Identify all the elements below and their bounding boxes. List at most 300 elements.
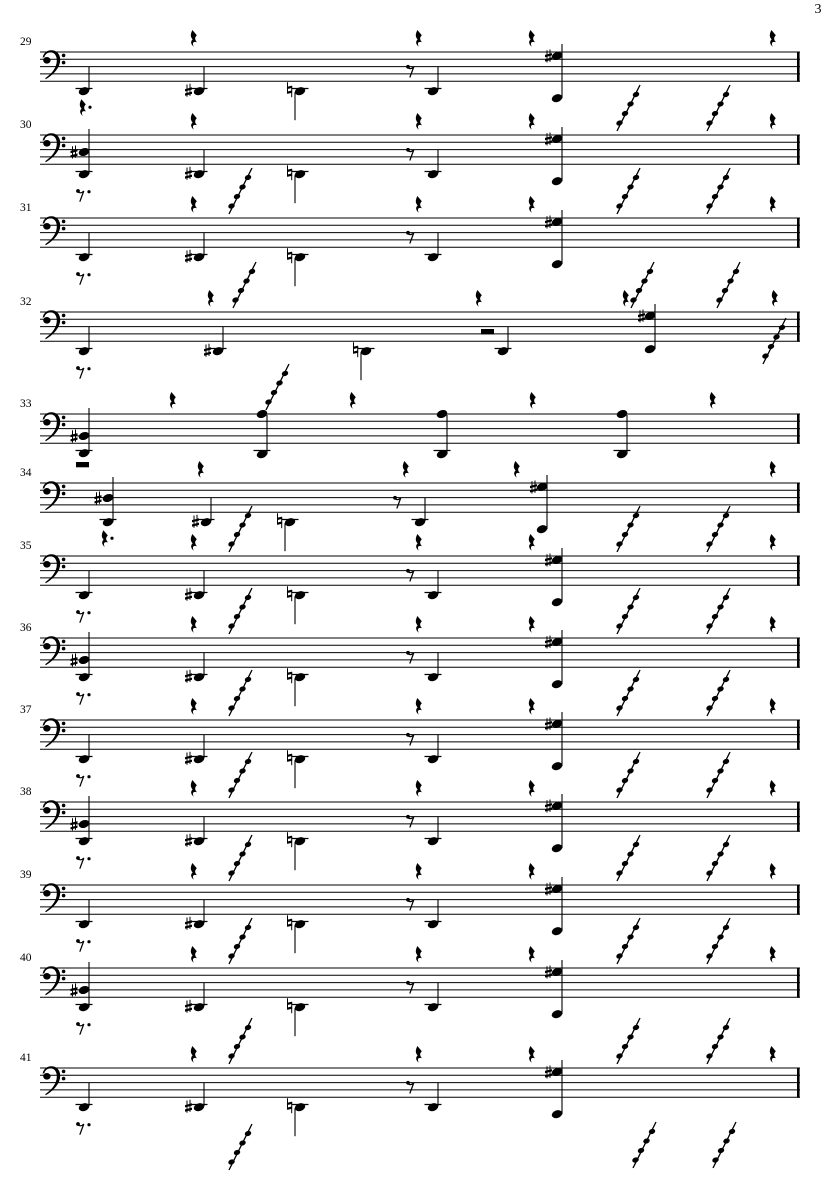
measure-number: 31 xyxy=(20,202,32,214)
quarter-rest xyxy=(529,196,535,213)
augmentation-dot xyxy=(87,611,90,614)
notehead xyxy=(732,268,740,275)
sharp-icon xyxy=(185,837,192,841)
quarter-rest xyxy=(191,30,197,47)
quarter-rest xyxy=(170,392,176,409)
sharp-icon xyxy=(185,170,192,174)
sharp-icon xyxy=(545,557,552,561)
sharp-icon xyxy=(545,803,552,807)
final-barline xyxy=(797,556,800,586)
quarter-rest xyxy=(529,946,535,963)
sharp-icon xyxy=(185,591,192,595)
notehead xyxy=(248,268,256,275)
notehead xyxy=(632,758,640,765)
bass-clef-icon xyxy=(43,140,50,147)
bass-clef-icon xyxy=(62,54,66,58)
quarter-rest xyxy=(529,30,535,47)
bass-clef-icon xyxy=(43,643,50,650)
quarter-rest xyxy=(529,1046,535,1063)
sharp-icon xyxy=(71,657,78,661)
quarter-rest xyxy=(191,863,197,880)
quarter-rest xyxy=(772,290,778,307)
notehead xyxy=(717,184,725,191)
quarter-rest xyxy=(416,863,422,880)
bass-clef-icon xyxy=(43,725,50,732)
quarter-rest xyxy=(770,780,776,797)
quarter-rest xyxy=(529,780,535,797)
final-barline xyxy=(797,135,800,165)
bass-clef-icon xyxy=(43,554,61,583)
notehead xyxy=(711,613,719,620)
sharp-icon xyxy=(71,661,78,665)
sharp-icon xyxy=(185,253,192,257)
notehead xyxy=(627,686,635,693)
quarter-rest xyxy=(770,30,776,47)
quarter-rest xyxy=(770,534,776,551)
notehead xyxy=(711,943,719,950)
quarter-rest xyxy=(80,99,86,116)
notehead xyxy=(632,924,640,931)
notehead xyxy=(722,512,730,519)
quarter-rest xyxy=(770,1046,776,1063)
notehead xyxy=(727,278,735,285)
sharp-icon xyxy=(185,842,192,846)
notehead xyxy=(621,943,629,950)
staff-system-37 xyxy=(20,670,800,788)
notehead xyxy=(233,860,241,867)
sharp-icon xyxy=(545,219,552,223)
staff-lines xyxy=(40,638,800,667)
sharp-icon xyxy=(185,1008,192,1012)
bass-clef-icon xyxy=(62,887,66,891)
staff-system-39 xyxy=(20,835,800,953)
notehead xyxy=(711,860,719,867)
notehead xyxy=(239,934,247,941)
quarter-rest xyxy=(770,946,776,963)
sharp-icon xyxy=(545,140,552,144)
sharp-icon xyxy=(638,313,645,317)
sharp-icon xyxy=(545,886,552,890)
notehead xyxy=(717,522,725,529)
sharp-icon xyxy=(71,821,78,825)
notehead xyxy=(244,1130,252,1137)
notehead xyxy=(717,686,725,693)
final-barline xyxy=(797,720,800,750)
notehead xyxy=(711,531,719,538)
notehead xyxy=(722,91,730,98)
notehead xyxy=(717,768,725,775)
quarter-rest xyxy=(416,946,422,963)
quarter-rest xyxy=(208,290,214,307)
notehead xyxy=(632,91,640,98)
bass-clef-icon xyxy=(43,973,50,980)
quarter-rest xyxy=(529,863,535,880)
staff-system-41 xyxy=(20,1018,800,1170)
quarter-rest xyxy=(191,1046,197,1063)
quarter-rest xyxy=(403,461,409,478)
quarter-rest xyxy=(191,196,197,213)
measure-number: 34 xyxy=(20,467,32,479)
measure-number: 40 xyxy=(20,952,32,964)
quarter-rest xyxy=(191,113,197,130)
augmentation-dot xyxy=(87,1123,90,1126)
notehead xyxy=(244,512,252,519)
quarter-rest xyxy=(416,616,422,633)
sharp-icon xyxy=(185,1003,192,1007)
notehead xyxy=(621,777,629,784)
bass-clef-icon xyxy=(43,800,61,829)
final-barline xyxy=(797,638,800,668)
notehead xyxy=(239,604,247,611)
bass-clef-icon xyxy=(62,423,66,427)
bass-clef-icon xyxy=(62,144,66,148)
notehead xyxy=(233,695,241,702)
bass-clef-icon xyxy=(43,216,61,245)
bass-clef-icon xyxy=(62,647,66,651)
notehead xyxy=(621,1043,629,1050)
notehead xyxy=(621,531,629,538)
sharp-icon xyxy=(185,92,192,96)
augmentation-dot xyxy=(87,775,90,778)
sharp-icon xyxy=(95,495,102,499)
staff-lines xyxy=(40,885,800,914)
notehead xyxy=(722,594,730,601)
notehead xyxy=(244,758,252,765)
notehead xyxy=(270,389,278,396)
augmentation-dot xyxy=(87,940,90,943)
sharp-icon xyxy=(545,721,552,725)
notehead xyxy=(643,1138,651,1145)
bass-clef-icon xyxy=(43,310,61,339)
notehead xyxy=(244,594,252,601)
sharp-icon xyxy=(545,969,552,973)
sharp-icon xyxy=(545,643,552,647)
bass-clef-icon xyxy=(62,977,66,981)
sharp-icon xyxy=(204,352,211,356)
notehead xyxy=(237,287,245,294)
notehead xyxy=(627,522,635,529)
notehead xyxy=(244,924,252,931)
sharp-icon xyxy=(185,87,192,91)
notehead xyxy=(244,174,252,181)
quarter-rest xyxy=(191,698,197,715)
quarter-rest xyxy=(514,461,520,478)
bass-clef-icon xyxy=(43,561,50,568)
bass-clef-icon xyxy=(62,61,66,65)
bass-clef-icon xyxy=(62,970,66,974)
measure-number: 35 xyxy=(20,540,32,552)
measure-number: 36 xyxy=(20,622,32,634)
sharp-icon xyxy=(545,136,552,140)
quarter-rest xyxy=(198,461,204,478)
sharp-icon xyxy=(71,991,78,995)
sharp-icon xyxy=(185,760,192,764)
notehead xyxy=(621,860,629,867)
bass-clef-icon xyxy=(62,804,66,808)
measure-number: 32 xyxy=(20,296,32,308)
notehead xyxy=(233,613,241,620)
bass-clef-icon xyxy=(43,807,50,814)
bass-clef-icon xyxy=(43,1073,50,1080)
notehead xyxy=(627,604,635,611)
sharp-icon xyxy=(71,825,78,829)
staff-lines xyxy=(40,483,800,512)
notehead xyxy=(233,1043,241,1050)
notehead xyxy=(233,1149,241,1156)
notehead xyxy=(721,287,729,294)
notehead xyxy=(711,777,719,784)
notehead xyxy=(627,768,635,775)
augmentation-dot xyxy=(87,857,90,860)
notehead xyxy=(632,1024,640,1031)
staff-system-40 xyxy=(20,918,800,1036)
notehead xyxy=(632,174,640,181)
bass-clef-icon xyxy=(43,223,50,230)
staff-system-31 xyxy=(20,168,800,286)
notehead xyxy=(773,334,781,341)
notehead xyxy=(621,613,629,620)
notehead xyxy=(717,934,725,941)
bass-clef-icon xyxy=(43,966,61,995)
half-rest xyxy=(76,462,89,467)
final-barline xyxy=(797,802,800,832)
bass-clef-icon xyxy=(43,317,50,324)
measure-number: 41 xyxy=(20,1052,32,1064)
quarter-rest xyxy=(529,698,535,715)
notehead xyxy=(233,943,241,950)
notehead xyxy=(717,101,725,108)
bass-clef-icon xyxy=(62,416,66,420)
staff-system-36 xyxy=(20,588,800,706)
notehead xyxy=(637,1147,645,1154)
measure-number: 37 xyxy=(20,704,32,716)
sharp-icon xyxy=(185,920,192,924)
notehead xyxy=(627,934,635,941)
sharp-icon xyxy=(545,639,552,643)
quarter-rest xyxy=(416,780,422,797)
quarter-rest xyxy=(102,530,108,547)
sharp-icon xyxy=(192,518,199,522)
final-barline xyxy=(797,52,800,82)
staff-lines xyxy=(40,1068,800,1097)
augmentation-dot xyxy=(88,106,91,109)
sharp-icon xyxy=(185,678,192,682)
notehead xyxy=(722,676,730,683)
quarter-rest xyxy=(529,616,535,633)
bass-clef-icon xyxy=(62,227,66,231)
bass-clef-icon xyxy=(62,220,66,224)
notehead xyxy=(717,604,725,611)
notehead xyxy=(239,184,247,191)
sharp-icon xyxy=(185,755,192,759)
sharp-icon xyxy=(545,223,552,227)
quarter-rest xyxy=(770,863,776,880)
final-barline xyxy=(797,968,800,998)
bass-clef-icon xyxy=(43,133,61,162)
staff-lines xyxy=(40,414,800,443)
bass-clef-icon xyxy=(43,57,50,64)
notehead xyxy=(711,1043,719,1050)
sharp-icon xyxy=(185,673,192,677)
staff-lines xyxy=(40,556,800,585)
notehead xyxy=(244,1024,252,1031)
notehead xyxy=(627,851,635,858)
notehead xyxy=(281,370,289,377)
notehead xyxy=(778,324,786,331)
notehead xyxy=(711,695,719,702)
notehead xyxy=(632,841,640,848)
measure-number: 30 xyxy=(20,119,32,131)
bass-clef-icon xyxy=(43,636,61,665)
staff-system-29 xyxy=(20,30,800,120)
sharp-icon xyxy=(71,437,78,441)
augmentation-dot xyxy=(87,273,90,276)
bass-clef-icon xyxy=(43,481,61,510)
final-barline xyxy=(797,414,800,444)
bass-clef-icon xyxy=(43,419,50,426)
staff-lines xyxy=(40,135,800,164)
notehead xyxy=(244,676,252,683)
bass-clef-icon xyxy=(62,558,66,562)
quarter-rest xyxy=(350,392,356,409)
final-barline xyxy=(797,885,800,915)
bass-clef-icon xyxy=(43,883,61,912)
notehead xyxy=(648,1128,656,1135)
notehead xyxy=(641,278,649,285)
sharp-icon xyxy=(71,433,78,437)
sharp-icon xyxy=(530,488,537,492)
notehead xyxy=(239,1140,247,1147)
sharp-icon xyxy=(545,561,552,565)
sharp-icon xyxy=(545,53,552,57)
quarter-rest xyxy=(770,616,776,633)
sharp-icon xyxy=(204,347,211,351)
measure-number: 39 xyxy=(20,869,32,881)
notehead xyxy=(627,184,635,191)
notehead xyxy=(717,1147,725,1154)
bass-clef-icon xyxy=(62,485,66,489)
bass-clef-icon xyxy=(43,50,61,79)
half-rest xyxy=(481,329,494,334)
quarter-rest xyxy=(770,196,776,213)
quarter-rest xyxy=(191,534,197,551)
bass-clef-icon xyxy=(62,492,66,496)
augmentation-dot xyxy=(87,367,90,370)
bass-clef-icon xyxy=(62,722,66,726)
final-barline xyxy=(797,1068,800,1098)
sharp-icon xyxy=(185,596,192,600)
quarter-rest xyxy=(416,534,422,551)
staff-system-35 xyxy=(20,506,800,624)
augmentation-dot xyxy=(87,190,90,193)
quarter-rest xyxy=(623,290,629,307)
sharp-icon xyxy=(545,807,552,811)
measure-number: 38 xyxy=(20,786,32,798)
sharp-icon xyxy=(95,499,102,503)
quarter-rest xyxy=(416,698,422,715)
notehead xyxy=(632,594,640,601)
bass-clef-icon xyxy=(62,565,66,569)
quarter-rest xyxy=(191,780,197,797)
bass-clef-icon xyxy=(62,894,66,898)
bass-clef-icon xyxy=(43,890,50,897)
staff-lines xyxy=(40,720,800,749)
quarter-rest xyxy=(529,534,535,551)
notehead xyxy=(627,1034,635,1041)
staff-lines xyxy=(40,52,800,81)
notehead xyxy=(276,380,284,387)
page-number: 3 xyxy=(814,2,822,17)
sharp-icon xyxy=(545,725,552,729)
notehead xyxy=(722,758,730,765)
notehead xyxy=(711,110,719,117)
notehead xyxy=(239,686,247,693)
measure-number: 29 xyxy=(20,36,32,48)
staff-system-34 xyxy=(20,461,800,551)
bass-clef-icon xyxy=(62,321,66,325)
notehead xyxy=(722,924,730,931)
bass-clef-icon xyxy=(62,1077,66,1081)
notehead xyxy=(722,841,730,848)
sharp-icon xyxy=(545,1069,552,1073)
staff-system-32 xyxy=(20,262,800,380)
sharp-icon xyxy=(545,57,552,61)
quarter-rest xyxy=(770,698,776,715)
bass-clef-icon xyxy=(62,1070,66,1074)
quarter-rest xyxy=(416,30,422,47)
quarter-rest xyxy=(530,392,536,409)
quarter-rest xyxy=(476,290,482,307)
notehead xyxy=(723,1138,731,1145)
notehead xyxy=(711,193,719,200)
quarter-rest xyxy=(416,1046,422,1063)
notehead xyxy=(722,1024,730,1031)
notehead xyxy=(728,1128,736,1135)
notehead xyxy=(233,531,241,538)
sharp-icon xyxy=(71,987,78,991)
notehead xyxy=(239,851,247,858)
staff-lines xyxy=(40,802,800,831)
quarter-rest xyxy=(191,616,197,633)
notehead xyxy=(239,768,247,775)
bass-clef-icon xyxy=(62,811,66,815)
notehead xyxy=(767,343,775,350)
quarter-rest xyxy=(416,113,422,130)
notehead xyxy=(244,841,252,848)
bass-clef-icon xyxy=(62,137,66,141)
notehead xyxy=(621,110,629,117)
bass-clef-icon xyxy=(43,488,50,495)
sharp-icon xyxy=(185,1108,192,1112)
final-barline xyxy=(797,218,800,248)
staff-lines xyxy=(40,968,800,997)
final-barline xyxy=(797,483,800,513)
sharp-icon xyxy=(530,484,537,488)
notehead xyxy=(233,777,241,784)
staff-system-33 xyxy=(20,364,800,467)
staff-lines xyxy=(40,312,800,341)
sharp-icon xyxy=(638,317,645,321)
notehead xyxy=(646,268,654,275)
staff-lines xyxy=(40,218,800,247)
quarter-rest xyxy=(710,392,716,409)
notehead xyxy=(717,851,725,858)
bass-clef-icon xyxy=(43,1066,61,1095)
bass-clef-icon xyxy=(43,412,61,441)
sharp-icon xyxy=(185,1103,192,1107)
bass-clef-icon xyxy=(43,718,61,747)
notehead xyxy=(239,522,247,529)
